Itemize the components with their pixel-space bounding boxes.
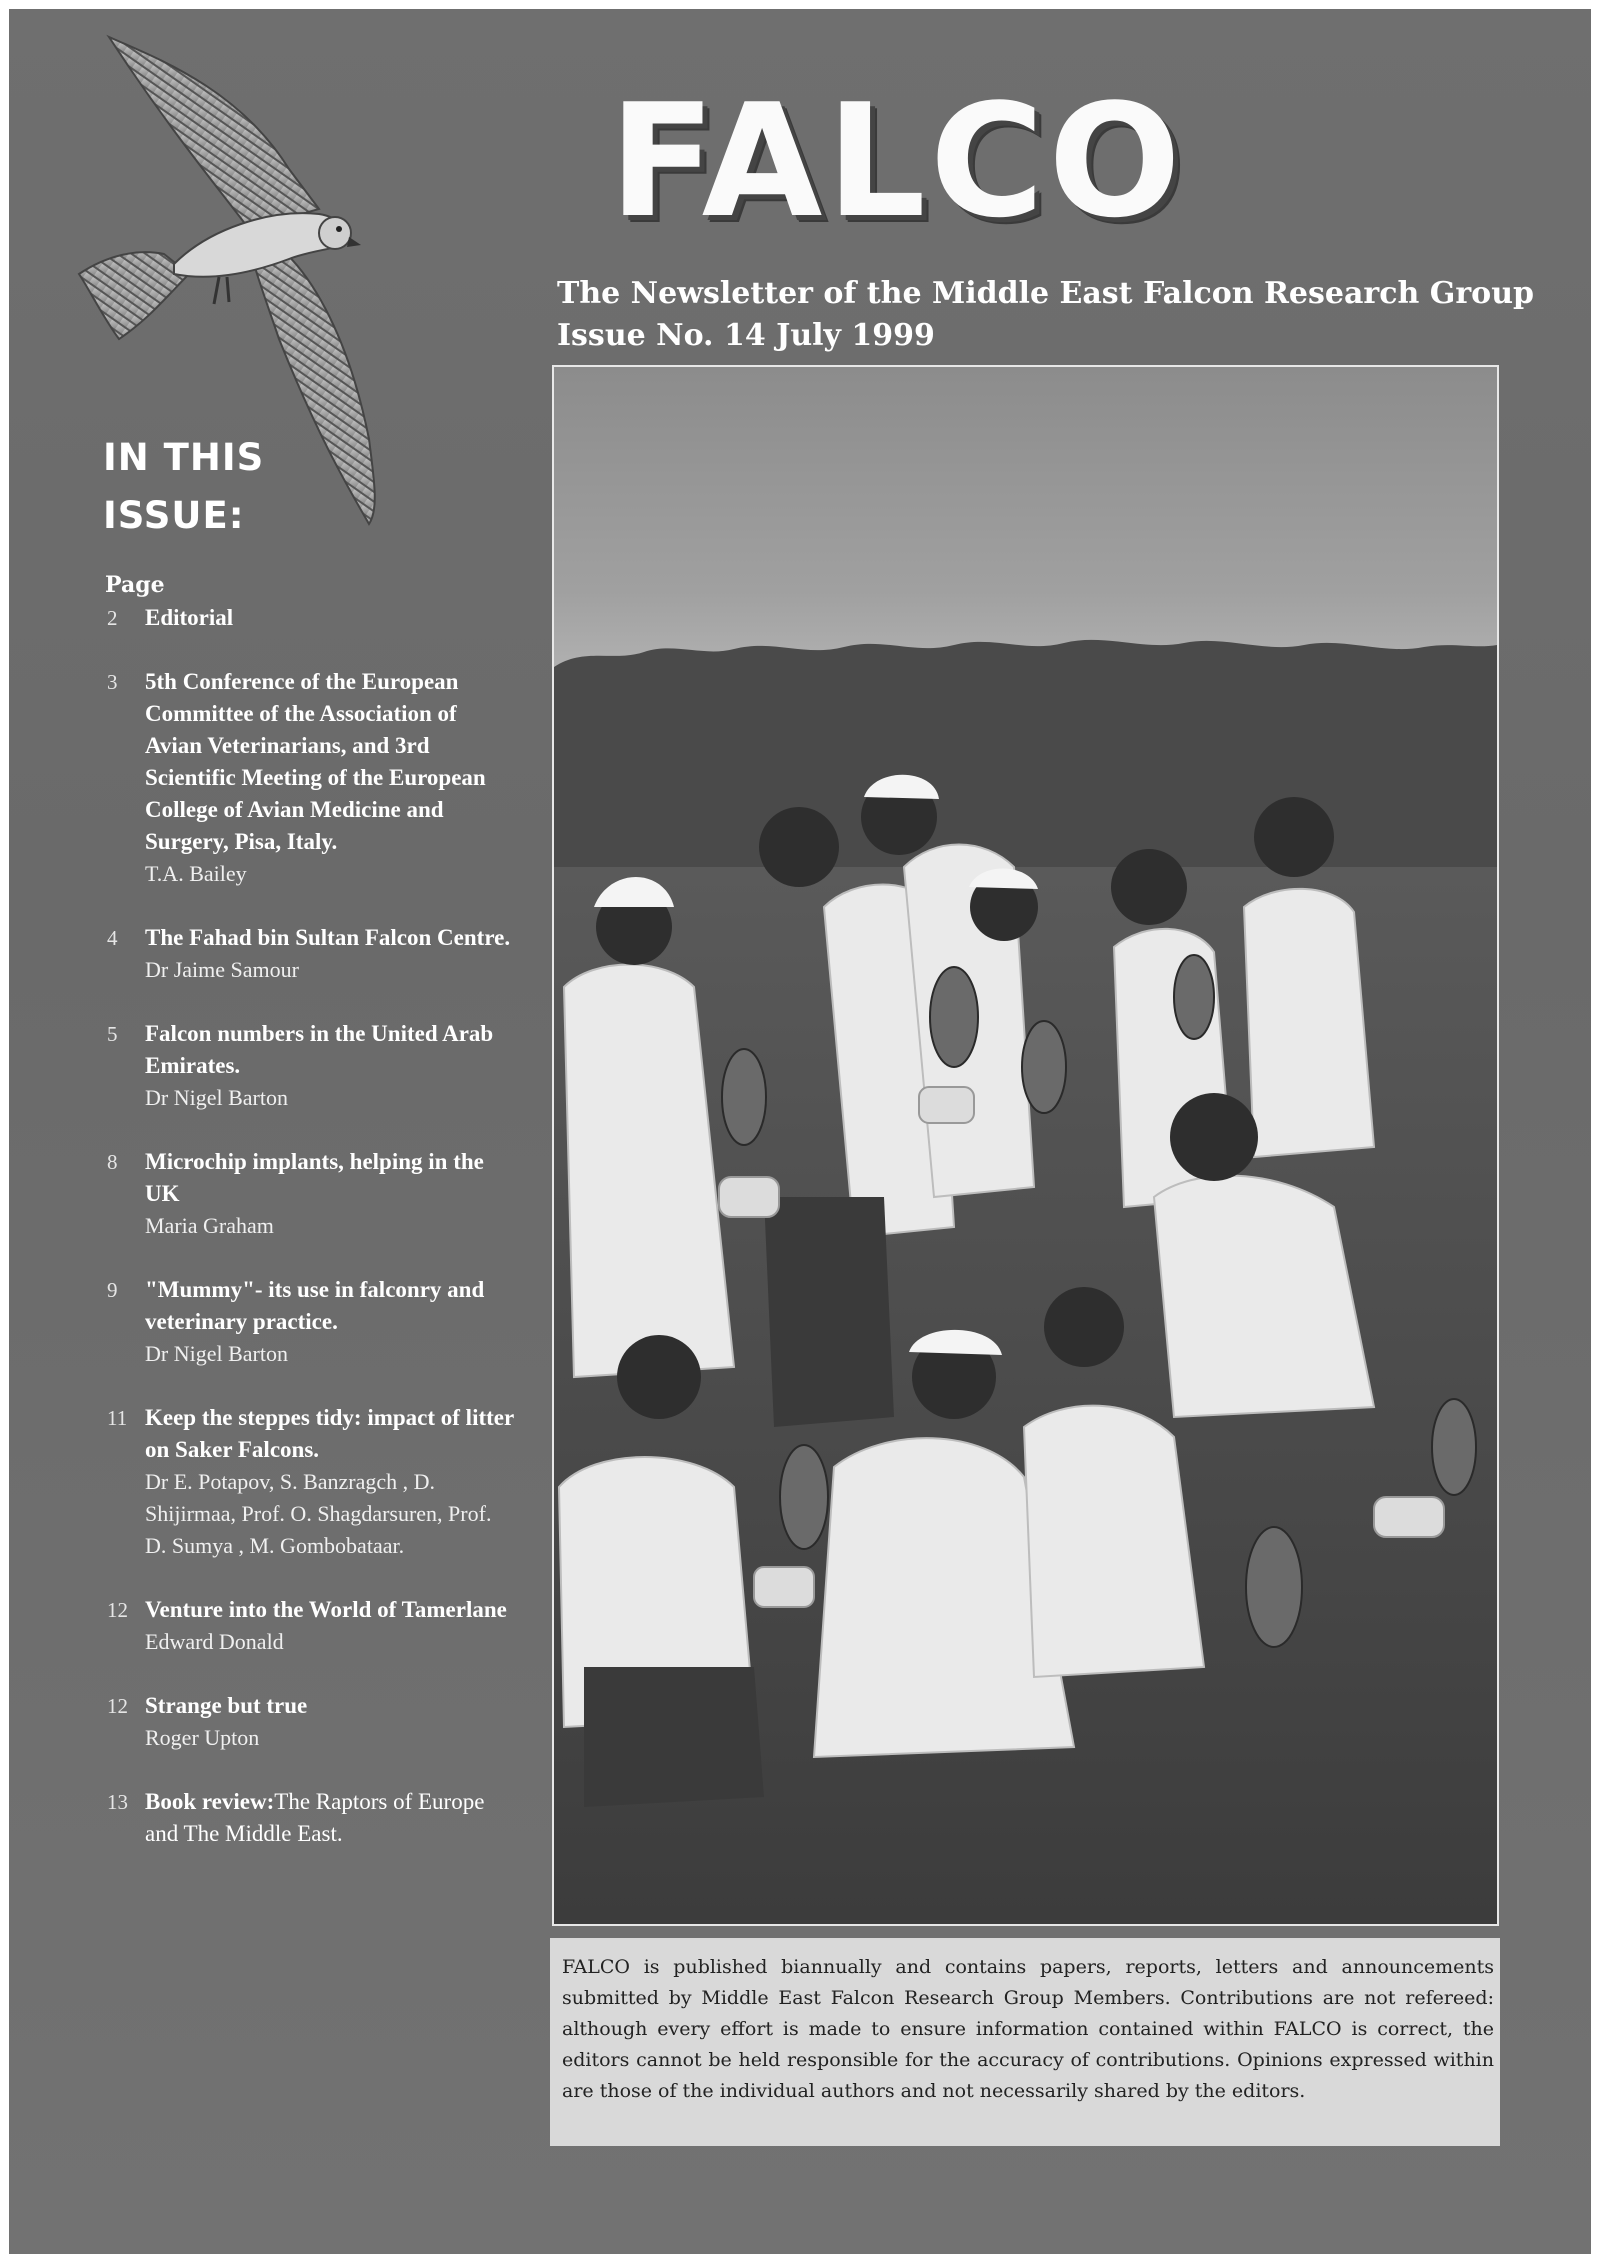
toc-page-number: 13 xyxy=(107,1790,128,1814)
newsletter-subtitle xyxy=(557,273,1557,357)
toc-item[interactable] xyxy=(105,1018,515,1114)
notice-text: FALCO is published biannually and contains papers, reports, letters and announcements submitted by Middle East Falcon Research Group Members. Contributions are not refereed: although every effort is made to ensure information contained within FALCO is correct, the editors cannot be held responsible for the accuracy of contributions. Opinions expressed within are those of the individual authors and not necessarily shared by the editors. xyxy=(562,1956,1494,2102)
toc-title: 5th Conference of the European Committee of the Association of Avian Veterinarians, and 3rd Scientific Meeting of the European College of Avian Medicine and Surgery, Pisa, Italy. xyxy=(145,669,486,854)
toc-author: T.A. Bailey xyxy=(145,861,247,886)
toc-title-bold: Book review: xyxy=(145,1789,275,1814)
toc-item[interactable] xyxy=(105,666,515,890)
toc-item[interactable] xyxy=(105,1594,515,1658)
toc-item[interactable] xyxy=(105,1146,515,1242)
toc-author: Dr E. Potapov, S. Banzragch , D. Shijirmaa, Prof. O. Shagdarsuren, Prof. D. Sumya , M. Gombobataar. xyxy=(145,1469,492,1558)
toc-author: Maria Graham xyxy=(145,1213,274,1238)
toc-author: Roger Upton xyxy=(145,1725,260,1750)
toc-page-number: 12 xyxy=(107,1598,128,1622)
table-of-contents xyxy=(105,602,515,1850)
heading-line-1: IN THIS xyxy=(103,436,265,479)
toc-item[interactable] xyxy=(105,922,515,986)
toc-title: The Fahad bin Sultan Falcon Centre. xyxy=(145,925,511,950)
toc-item[interactable] xyxy=(105,1402,515,1562)
toc-page-number: 12 xyxy=(107,1694,128,1718)
toc-page-number: 9 xyxy=(107,1278,118,1302)
toc-author: Dr Nigel Barton xyxy=(145,1341,288,1366)
toc-item[interactable] xyxy=(105,1690,515,1754)
cover-page xyxy=(9,9,1591,2254)
falconers-group-photo xyxy=(554,367,1497,1924)
cover-photo xyxy=(552,365,1499,1926)
toc-page-number: 4 xyxy=(107,926,118,950)
toc-title: Falcon numbers in the United Arab Emirates. xyxy=(145,1021,494,1078)
toc-author: Dr Nigel Barton xyxy=(145,1085,288,1110)
toc-page-number: 5 xyxy=(107,1022,118,1046)
toc-item[interactable] xyxy=(105,602,515,634)
toc-page-number: 11 xyxy=(107,1406,128,1430)
issue-line: Issue No. 14 July 1999 xyxy=(557,318,935,353)
toc-title: Strange but true xyxy=(145,1693,308,1718)
in-this-issue-heading xyxy=(103,429,343,545)
masthead-title: FALCO xyxy=(609,70,1185,252)
heading-line-2: ISSUE: xyxy=(103,494,245,537)
toc-item[interactable] xyxy=(105,1786,515,1850)
toc-author: Edward Donald xyxy=(145,1629,284,1654)
toc-author: Dr Jaime Samour xyxy=(145,957,299,982)
page-column-label: Page xyxy=(105,572,165,598)
toc-title: Venture into the World of Tamerlane xyxy=(145,1597,507,1622)
subtitle-line: The Newsletter of the Middle East Falcon Research Group xyxy=(557,276,1534,311)
toc-title xyxy=(145,1786,515,1850)
toc-item[interactable] xyxy=(105,1274,515,1370)
toc-title-rest: The Raptors of Europe and The Middle East. xyxy=(145,1789,485,1846)
publication-notice xyxy=(550,1938,1500,2146)
toc-title: Microchip implants, helping in the UK xyxy=(145,1149,484,1206)
toc-page-number: 8 xyxy=(107,1150,118,1174)
toc-title: "Mummy"- its use in falconry and veterinary practice. xyxy=(145,1277,485,1334)
toc-page-number: 2 xyxy=(107,606,118,630)
toc-title: Editorial xyxy=(145,605,234,630)
toc-page-number: 3 xyxy=(107,670,118,694)
toc-title: Keep the steppes tidy: impact of litter on Saker Falcons. xyxy=(145,1405,514,1462)
